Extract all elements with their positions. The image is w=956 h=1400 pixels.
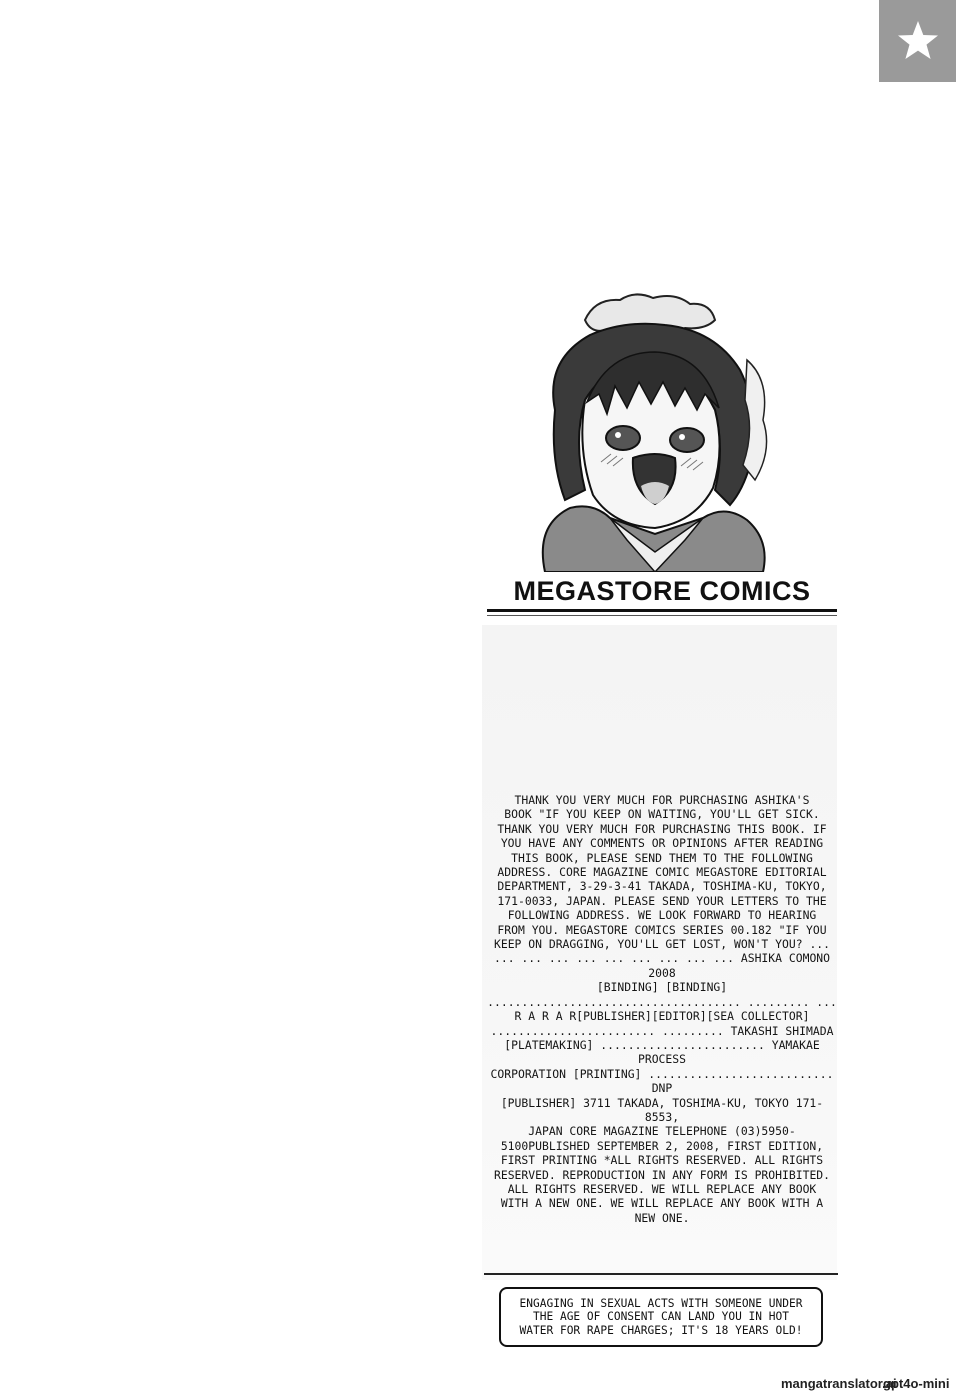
character-illustration-icon (515, 290, 775, 572)
warning-text: ENGAGING IN SEXUAL ACTS WITH SOMEONE UNDER THE AGE OF CONSENT CAN LAND YOU IN HOT WATER FOR RAPE CHARGES; IT'S 18 YEARS OLD! (519, 1296, 803, 1337)
footer-model-label: gpt4o-mini (883, 1376, 950, 1391)
footer-site-label: mangatranslator.ai (781, 1376, 897, 1391)
footer (0, 1372, 956, 1400)
logo-underline (487, 609, 837, 612)
logo-underline-thin (487, 615, 837, 616)
star-icon (896, 19, 940, 63)
panel-bottom-edge (484, 1273, 838, 1275)
megastore-comics-logo: MEGASTORE COMICS (513, 576, 811, 606)
colophon-text: THANK YOU VERY MUCH FOR PURCHASING ASHIKA'S BOOK "IF YOU KEEP ON WAITING, YOU'LL GET SICK. THANK YOU VERY MUCH FOR PURCHASING THIS BOOK. IF YOU HAVE ANY COMMENTS OR OPINIONS AFTER READING THIS BOOK, PLEASE SEND THEM TO THE FOLLOWING ADDRESS. CORE MAGAZINE COMIC MEGASTORE EDITORIAL DEPARTMENT, 3-29-3-41 TAKADA, TOSHIMA-KU, TOKYO, 171-0033, JAPAN. PLEASE SEND YOUR LETTERS TO THE FOLLOWING ADDRESS. WE LOOK FORWARD TO HEARING FROM YOU. MEGASTORE COMICS SERIES 00.182 "IF YOU KEEP ON DRAGGING, YOU'LL GET LOST, WON'T YOU? ... ... ... ... ... ... ... ... ... ... ASHIKA COMONO 2008 [BINDING] [BINDING] ..................................... ......... ... R A R A R[PUBLISHER][EDITOR][SEA COLLECTOR] ........................ ......... TAKASHI SHIMADA [PLATEMAKING] ........................ YAMAKAE PROCESS CORPORATION [PRINTING] ........................... DNP [PUBLISHER] 3711 TAKADA, TOSHIMA-KU, TOKYO 171-8553, JAPAN CORE MAGAZINE TELEPHONE (03)5950- 5100PUBLISHED SEPTEMBER 2, 2008, FIRST EDITION, FIRST PRINTING *ALL RIGHTS RESERVED. ALL RIGHTS RESERVED. REPRODUCTION IN ANY FORM IS PROHIBITED. ALL RIGHTS RESERVED. WE WILL REPLACE ANY BOOK WITH A NEW ONE. WE WILL REPLACE ANY BOOK WITH A NEW ONE. (487, 793, 837, 1225)
corner-star-tab (879, 0, 956, 82)
warning-box (499, 1287, 823, 1347)
